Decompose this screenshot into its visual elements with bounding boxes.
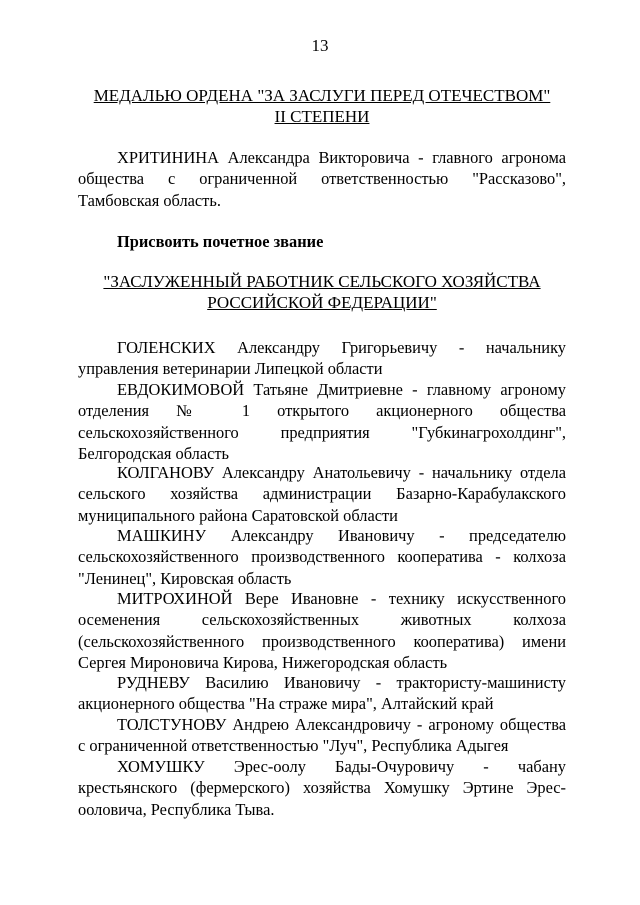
award-heading-line: РОССИЙСКОЙ ФЕДЕРАЦИИ" xyxy=(207,293,437,312)
award-heading-line: "ЗАСЛУЖЕННЫЙ РАБОТНИК СЕЛЬСКОГО ХОЗЯЙСТВА xyxy=(103,272,541,291)
recipient-paragraph: МИТРОХИНОЙ Вере Ивановне - технику искусственного осеменения сельскохозяйственных животных колхоза (сельскохозяйственного производственного кооператива) имени Сергея Мироновича Кирова, Нижегородская область xyxy=(78,589,566,673)
recipient-paragraph: ХРИТИНИНА Александра Викторовича - главного агронома общества с ограниченной ответственностью "Рассказово", Тамбовская область. xyxy=(78,148,566,210)
award-heading-medal xyxy=(78,85,566,127)
award-heading-line: II СТЕПЕНИ xyxy=(274,107,370,126)
recipient-paragraph: КОЛГАНОВУ Александру Анатольевичу - начальнику отдела сельского хозяйства администрации Базарно-Карабулакского муниципального района Саратовской области xyxy=(78,463,566,525)
recipient-paragraph: ЕВДОКИМОВОЙ Татьяне Дмитриевне - главному агроному отделения № 1 открытого акционерного общества сельскохозяйственного предприятия "Губкинагрохолдинг", Белгородская область xyxy=(78,380,566,464)
recipient-paragraph: РУДНЕВУ Василию Ивановичу - трактористу-машинисту акционерного общества "На страже мира", Алтайский край xyxy=(78,673,566,714)
recipient-paragraph: ХОМУШКУ Эрес-оолу Бады-Очуровичу - чабану крестьянского (фермерского) хозяйства Хомушку Эртине Эрес-ооловича, Республика Тыва. xyxy=(78,757,566,819)
recipient-paragraph: ТОЛСТУНОВУ Андрею Александровичу - агроному общества с ограниченной ответственностью "Луч", Республика Адыгея xyxy=(78,715,566,756)
title-intro: Присвоить почетное звание xyxy=(117,232,324,251)
recipient-paragraph: ГОЛЕНСКИХ Александру Григорьевичу - начальнику управления ветеринарии Липецкой области xyxy=(78,338,566,379)
page-number: 13 xyxy=(311,36,329,55)
award-heading-line: МЕДАЛЬЮ ОРДЕНА "ЗА ЗАСЛУГИ ПЕРЕД ОТЕЧЕСТВОМ" xyxy=(93,86,551,105)
recipient-paragraph: МАШКИНУ Александру Ивановичу - председателю сельскохозяйственного производственного кооператива - колхоза "Ленинец", Кировская область xyxy=(78,526,566,588)
award-heading-title xyxy=(78,271,566,313)
